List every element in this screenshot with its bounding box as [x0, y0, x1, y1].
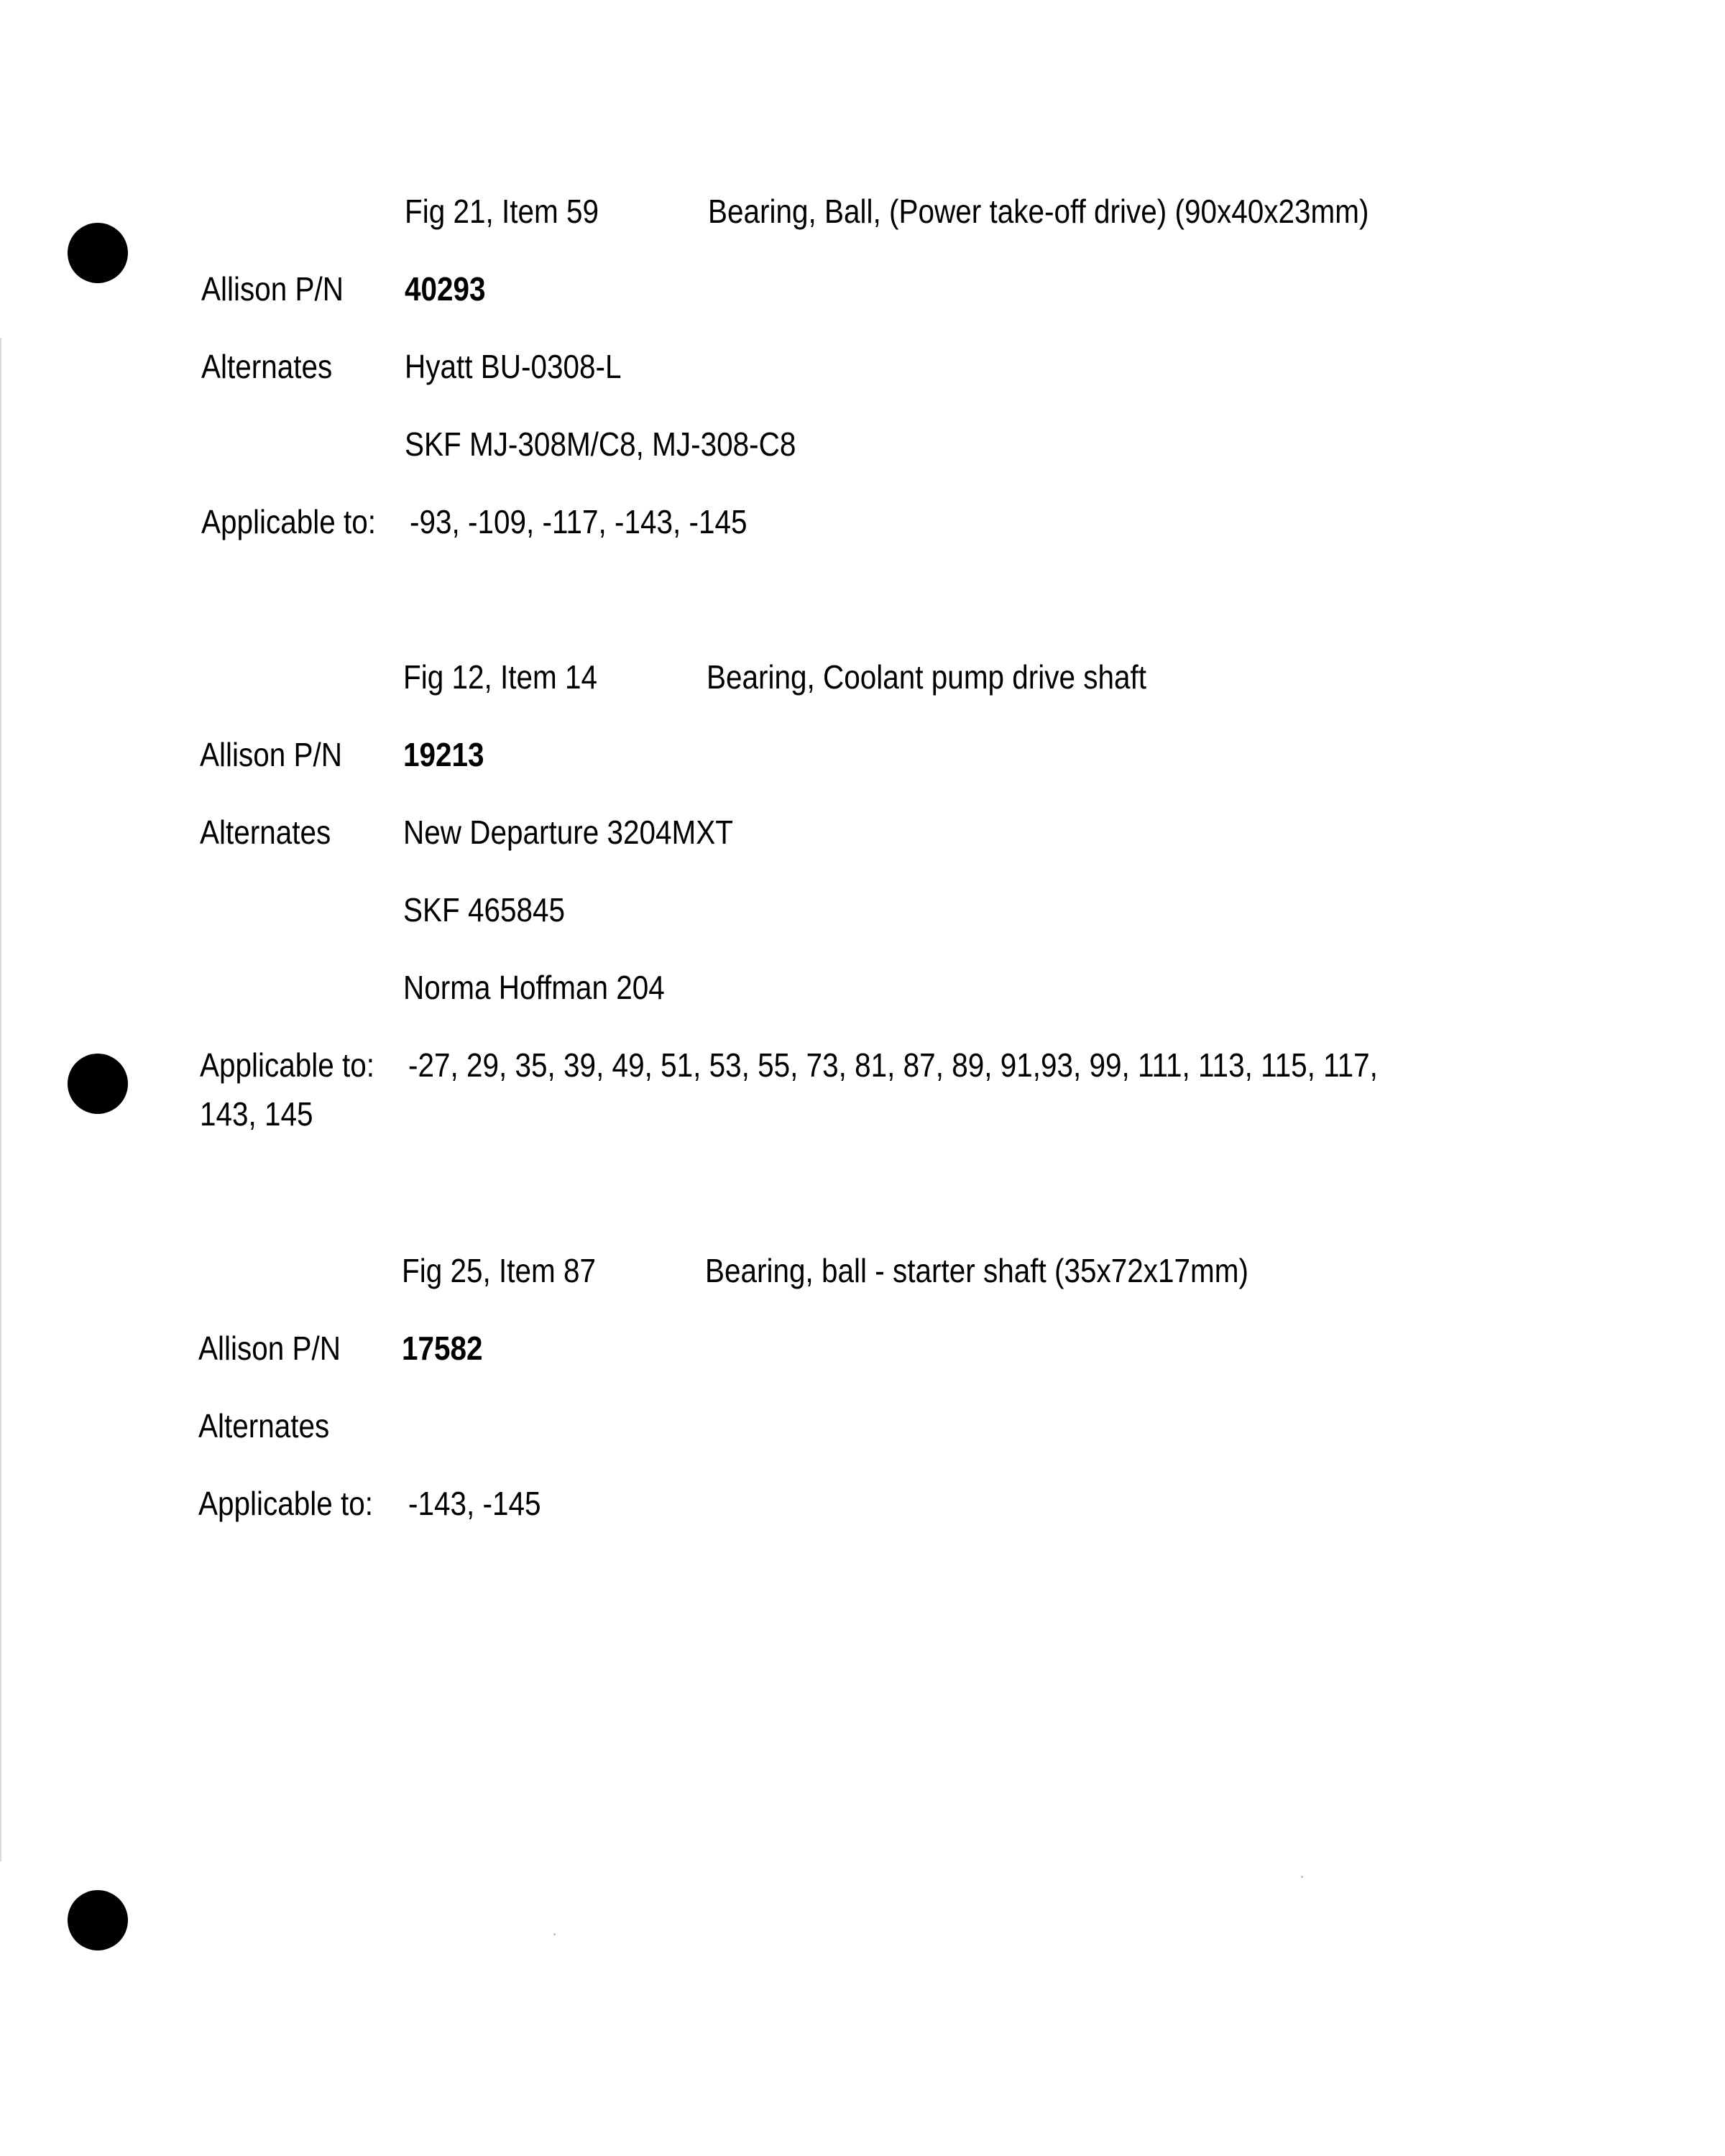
scan-speck	[553, 1933, 556, 1935]
applicable-value-continued: 143, 145	[200, 1095, 313, 1133]
alternate-part: SKF MJ-308M/C8, MJ-308-C8	[405, 425, 796, 463]
scan-speck	[1301, 1876, 1303, 1878]
part-number-value: 19213	[403, 736, 484, 773]
applicable-label: Applicable to:	[198, 1485, 374, 1522]
alternate-part: SKF 465845	[403, 891, 566, 929]
fig-item-ref: Fig 12, Item 14	[403, 658, 598, 696]
applicable-value: -143, -145	[408, 1485, 541, 1522]
part-number-label: Allison P/N	[200, 736, 342, 773]
part-description: Bearing, Ball, (Power take-off drive) (90x40x23mm)	[708, 193, 1369, 230]
alternate-part: Norma Hoffman 204	[403, 969, 665, 1006]
fig-item-ref: Fig 21, Item 59	[405, 193, 599, 230]
part-description: Bearing, ball - starter shaft (35x72x17mm)	[705, 1252, 1248, 1289]
alternate-part: New Departure 3204MXT	[403, 814, 733, 851]
alternates-label: Alternates	[198, 1407, 330, 1445]
punch-hole	[68, 223, 128, 283]
alternates-label: Alternates	[201, 348, 333, 385]
alternates-label: Alternates	[200, 814, 331, 851]
fig-item-ref: Fig 25, Item 87	[402, 1252, 597, 1289]
part-number-value: 17582	[402, 1330, 483, 1367]
part-description: Bearing, Coolant pump drive shaft	[707, 658, 1147, 696]
alternate-part: Hyatt BU-0308-L	[405, 348, 622, 385]
applicable-label: Applicable to:	[201, 503, 377, 540]
part-number-label: Allison P/N	[201, 270, 344, 308]
applicable-value: -93, -109, -117, -143, -145	[410, 503, 748, 540]
applicable-value: -27, 29, 35, 39, 49, 51, 53, 55, 73, 81, 87, 89, 91,93, 99, 111, 113, 115, 117,	[408, 1046, 1378, 1084]
part-number-value: 40293	[405, 270, 486, 308]
part-number-label: Allison P/N	[198, 1330, 341, 1367]
punch-hole	[68, 1890, 128, 1950]
punch-hole	[68, 1054, 128, 1114]
applicable-label: Applicable to:	[200, 1046, 375, 1084]
scan-edge-line	[0, 338, 1, 1861]
